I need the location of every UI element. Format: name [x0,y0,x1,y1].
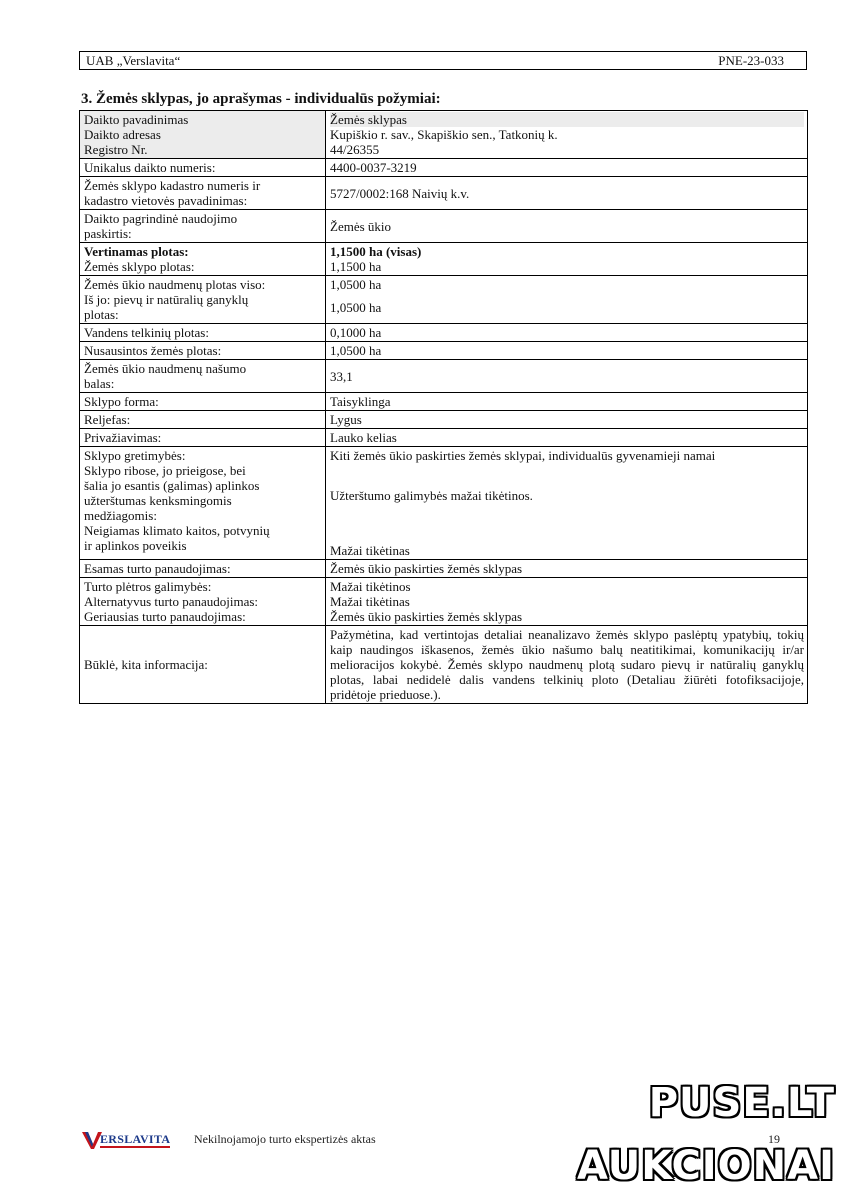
table-row [80,360,808,393]
footer-document-type: Nekilnojamojo turto ekspertizės aktas [194,1132,376,1146]
row-value: Mažai tikėtinos Mažai tikėtinas Žemės ūkio paskirties žemės sklypas [326,578,808,626]
row-label: Sklypo gretimybės: Sklypo ribose, jo prieigose, bei šalia jo esantis (galimas) aplinkos užterštumas kenksmingomis medžiagomis: Neigiamas klimato kaitos, potvynių ir aplinkos poveikis [80,447,326,560]
table-row [80,210,808,243]
section-title: 3. Žemės sklypas, jo aprašymas - individualūs požymiai: [81,91,441,107]
company-logo [82,1129,184,1151]
row-value: Pažymėtina, kad vertintojas detaliai neanalizavo žemės sklypo paslėptų ypatybių, tokių kaip naudingos iškasenos, žemės ūkio našumo balų neatitikimai, komunikacijų ir/ar melioracijos kokybė. Žemės sklypo naudmenų plotą sudaro pievų ir natūralių ganyklų plotas, labai nedidelė dalis vandens telkinių ploto (Detaliau žiūrėti fotofiksacijoje, pridėtoje prieduose.). [326,626,808,704]
company-name: UAB „Verslavita“ [86,52,181,68]
table-row [80,111,808,159]
row-label: Žemės ūkio naudmenų našumo balas: [80,360,326,393]
table-row [80,342,808,360]
table-row [80,324,808,342]
row-value: Žemės ūkio [326,210,808,243]
table-row [80,159,808,177]
row-label: Nusausintos žemės plotas: [80,342,326,360]
logo-text: ERSLAVITA [100,1132,171,1146]
table-row [80,560,808,578]
row-label: Reljefas: [80,411,326,429]
watermark-line-2: AUKCIONAI [577,1143,835,1189]
row-label: Privažiavimas: [80,429,326,447]
logo-v-mark-icon [82,1130,102,1150]
row-value: Žemės sklypas Kupiškio r. sav., Skapiškio sen., Tatkonių k. 44/26355 [326,111,808,159]
row-value: 33,1 [326,360,808,393]
table-row [80,447,808,560]
row-label: Unikalus daikto numeris: [80,159,326,177]
table-row [80,276,808,324]
watermark-line-1: PUSE.LT [648,1080,835,1126]
row-value: 5727/0002:168 Naivių k.v. [326,177,808,210]
row-label: Vandens telkinių plotas: [80,324,326,342]
row-value: 0,1000 ha [326,324,808,342]
row-value: 4400-0037-3219 [326,159,808,177]
row-label: Daikto pagrindinė naudojimo paskirtis: [80,210,326,243]
row-label: Sklypo forma: [80,393,326,411]
row-value: Žemės ūkio paskirties žemės sklypas [326,560,808,578]
row-label: Turto plėtros galimybės: Alternatyvus turto panaudojimas: Geriausias turto panaudojimas: [80,578,326,626]
table-row [80,243,808,276]
table-row [80,393,808,411]
row-value: Lygus [326,411,808,429]
row-label: Esamas turto panaudojimas: [80,560,326,578]
table-row [80,411,808,429]
row-value: Lauko kelias [326,429,808,447]
table-row [80,429,808,447]
table-row [80,626,808,704]
page-number: 19 [768,1132,780,1146]
row-value: 1,1500 ha (visas) 1,1500 ha [326,243,808,276]
row-label: Žemės ūkio naudmenų plotas viso: Iš jo: pievų ir natūralių ganyklų plotas: [80,276,326,324]
table-row [80,177,808,210]
row-value: Taisyklinga [326,393,808,411]
row-label: Būklė, kita informacija: [80,626,326,704]
row-label: Žemės sklypo kadastro numeris ir kadastro vietovės pavadinimas: [80,177,326,210]
table-row [80,578,808,626]
page-header [79,51,807,70]
row-value: Kiti žemės ūkio paskirties žemės sklypai, individualūs gyvenamieji namai Užterštumo galimybės mažai tikėtinos. Mažai tikėtinas [326,447,808,560]
document-code: PNE-23-033 [718,52,784,68]
row-value: 1,0500 ha 1,0500 ha [326,276,808,324]
row-label: Vertinamas plotas: Žemės sklypo plotas: [80,243,326,276]
row-value: 1,0500 ha [326,342,808,360]
property-info-table [79,110,808,704]
row-label: Daikto pavadinimas Daikto adresas Registro Nr. [80,111,326,159]
